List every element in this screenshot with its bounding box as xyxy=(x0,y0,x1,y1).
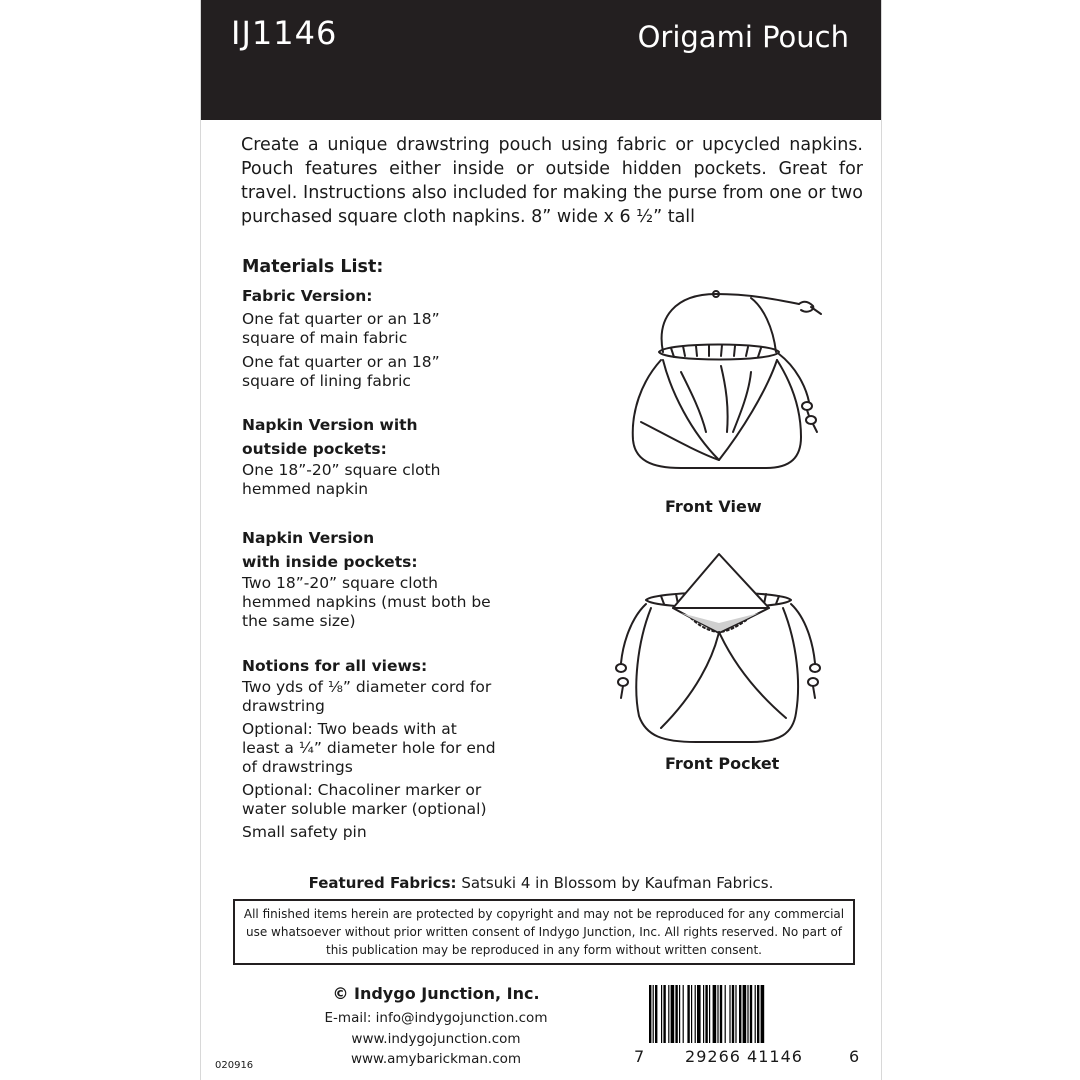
barcode-bar xyxy=(725,985,726,1043)
barcode-bar xyxy=(683,985,684,1043)
date-code: 020916 xyxy=(215,1060,254,1071)
barcode-bar xyxy=(732,985,734,1043)
napkin-inside-title-2: with inside pockets: xyxy=(242,553,418,571)
barcode-bar xyxy=(717,985,718,1043)
barcode-bar xyxy=(668,985,669,1043)
barcode-bar xyxy=(661,985,662,1043)
napkin-inside-title-1: Napkin Version xyxy=(242,529,375,547)
barcode-bar xyxy=(747,985,748,1043)
barcode-bar xyxy=(705,985,707,1043)
barcode-bar xyxy=(697,985,701,1043)
barcode-bar xyxy=(739,985,741,1043)
email-link[interactable]: E-mail: info@indygojunction.com xyxy=(324,1010,548,1026)
list-item: One fat quarter or an 18” square of main fabric xyxy=(242,310,440,347)
featured-fabrics xyxy=(201,874,881,892)
fabric-version-title: Fabric Version: xyxy=(242,287,373,305)
barcode-bar xyxy=(761,985,765,1043)
list-item: Two yds of ⅛” diameter cord for drawstring xyxy=(242,678,492,715)
barcode-bar xyxy=(713,985,717,1043)
front-pocket-illustration xyxy=(601,548,831,748)
list-item: Optional: Two beads with at least a ¼” diameter hole for end of drawstrings xyxy=(242,720,496,776)
list-item: Two 18”-20” square cloth hemmed napkins (must both be the same size) xyxy=(242,574,491,630)
barcode-bar xyxy=(729,985,730,1043)
napkin-outside-title-2: outside pockets: xyxy=(242,440,387,458)
barcode-bar xyxy=(757,985,759,1043)
featured-text: Satsuki 4 in Blossom by Kaufman Fabrics. xyxy=(461,874,774,892)
company-name: © Indygo Junction, Inc. xyxy=(332,984,540,1003)
napkin-outside-title-1: Napkin Version with xyxy=(242,416,418,434)
materials-heading: Materials List: xyxy=(242,257,384,277)
pattern-back-card xyxy=(200,0,882,1080)
napkin-outside-section xyxy=(242,413,492,499)
barcode-bar xyxy=(653,985,654,1043)
barcode-bar xyxy=(743,985,747,1043)
barcode-bar xyxy=(675,985,677,1043)
website-link-2[interactable]: www.amybarickman.com xyxy=(350,1051,522,1067)
front-view-caption: Front View xyxy=(665,497,762,516)
barcode-bar xyxy=(720,985,722,1043)
barcode-bar xyxy=(691,985,692,1043)
pattern-code: IJ1146 xyxy=(231,14,338,52)
barcode-digit-left: 7 xyxy=(634,1047,645,1066)
barcode-bar xyxy=(649,985,651,1043)
list-item: One 18”-20” square cloth hemmed napkin xyxy=(242,461,441,498)
barcode-bar xyxy=(709,985,710,1043)
notions-title: Notions for all views: xyxy=(242,657,428,675)
barcode-digits: 29266 41146 xyxy=(685,1047,803,1066)
barcode-bar xyxy=(671,985,675,1043)
copyright-notice: All finished items herein are protected by copyright and may not be reproduced for any commercial use whatsoever without prior written consent of Indygo Junction, Inc. All rights reserved. No part of this publication may be reproduced in any form without written consent. xyxy=(233,899,855,965)
barcode-bar xyxy=(679,985,680,1043)
barcode-bar xyxy=(695,985,696,1043)
front-pocket-caption: Front Pocket xyxy=(665,754,780,773)
barcode xyxy=(649,985,839,1043)
pattern-description: Create a unique drawstring pouch using fabric or upcycled napkins. Pouch features either inside or outside hidden pockets. Great for travel. Instructions also included for making the purse from one or two purchased square cloth napkins. 8” wide x 6 ½” tall xyxy=(241,135,863,227)
napkin-inside-section xyxy=(242,526,502,631)
fabric-version-section xyxy=(242,284,492,391)
front-view-illustration xyxy=(601,282,831,472)
header-bar xyxy=(201,0,881,120)
pattern-title: Origami Pouch xyxy=(637,20,849,54)
list-item: Small safety pin xyxy=(242,823,367,841)
list-item: One fat quarter or an 18” square of lining fabric xyxy=(242,353,440,390)
barcode-bar xyxy=(750,985,752,1043)
featured-label: Featured Fabrics: xyxy=(308,874,457,892)
list-item: Optional: Chacoliner marker or water soluble marker (optional) xyxy=(242,781,487,818)
barcode-digit-right: 6 xyxy=(849,1047,860,1066)
notions-section xyxy=(242,654,502,842)
barcode-bar xyxy=(755,985,756,1043)
barcode-bar xyxy=(735,985,736,1043)
barcode-bar xyxy=(687,985,689,1043)
website-link-1[interactable]: www.indygojunction.com xyxy=(351,1031,521,1047)
barcode-bar xyxy=(655,985,657,1043)
barcode-bar xyxy=(663,985,665,1043)
barcode-bar xyxy=(703,985,704,1043)
